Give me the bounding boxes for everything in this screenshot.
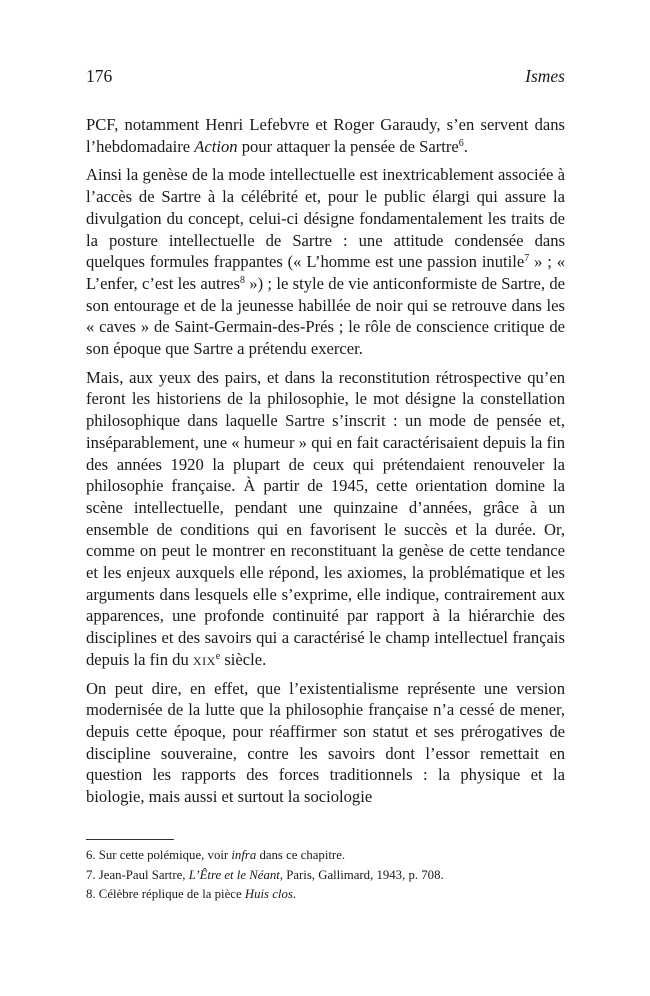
text-segment: .: [463, 136, 468, 156]
small-caps-segment: xix: [192, 649, 216, 669]
text-segment: siècle.: [220, 649, 267, 669]
text-segment: 7. Jean-Paul Sartre,: [86, 867, 189, 882]
body-text: [86, 114, 565, 815]
text-segment: On peut dire, en effet, que l’existentialisme représente une version modernisée de la lutte que la philosophie française n’a cessé de mener, depuis cette époque, pour réaffirmer son statut et ses prérogatives de discipline souveraine, contre les savoirs dont l’essor remettait en question les rapports des forces traditionnels : la physique et la biologie, mais aussi et surtout la sociologie: [86, 678, 565, 807]
text-segment: Mais, aux yeux des pairs, et dans la reconstitution rétrospective qu’en feront les historiens de la philosophie, le mot désigne la constellation philosophique dans laquelle Sartre s’inscrit : un mode de pensée et, inséparablement, une « humeur » qui en fait caractérisaient depuis la fin des années 1920 la plupart de ceux qui prétendaient renouveler la philosophie française. À partir de 1945, cette orientation domine la scène intellectuelle, pendant une quinzaine d’années, grâce à un ensemble de conditions qui en favorisent le succès et la durée. Or, comme on peut le montrer en reconstituant la genèse de cette tendance et les enjeux auxquels elle répond, les axiomes, la problématique et les arguments dans lesquels elle s’exprime, elle indique, contrairement aux apparences, une profonde continuité par rapport à la hiérarchie des disciplines et des savoirs qui a caractérisé le champ intellectuel français depuis la fin du: [86, 367, 565, 669]
paragraph: [86, 678, 565, 808]
footnote: [86, 846, 565, 866]
footnotes: [86, 846, 565, 905]
text-segment: 8. Célèbre réplique de la pièce: [86, 887, 245, 902]
footnote-rule: [86, 839, 174, 840]
italic-segment: L’Être et le Néant: [188, 867, 280, 882]
paragraph: [86, 114, 565, 157]
footnote: [86, 866, 565, 886]
superscript: e: [215, 650, 221, 662]
text-segment: PCF, notamment Henri Lefebvre et Roger Garaudy, s’en servent dans l’hebdomadaire: [86, 115, 565, 156]
text-segment: 6. Sur cette polémique, voir: [86, 848, 232, 862]
running-header: [86, 66, 565, 92]
text-segment: ») ; le style de vie anticonformiste de Sartre, de son entourage et de la jeunesse habillée de noir qui se retrouve dans les « caves » de Saint-Germain-des-Prés ; le rôle de conscience critique de son époque que Sartre a prétendu exercer.: [86, 273, 565, 359]
italic-segment: infra: [231, 848, 257, 862]
text-segment: pour attaquer la pensée de Sartre: [237, 136, 459, 156]
text-segment: Ainsi la genèse de la mode intellectuelle est inextricablement associée à l’accès de Sartre à la célébrité et, pour le public élargi qui assure la divulgation du concept, celui-ci désigne fondamentalement les traits de la posture intellectuelle de Sartre : une attitude condensée dans quelques formules frappantes (« L’homme est une passion inutile: [86, 165, 565, 272]
paragraph: [86, 367, 565, 671]
paragraph: [86, 164, 565, 359]
running-title: Ismes: [525, 66, 565, 86]
footnote: [86, 885, 565, 905]
italic-segment: Huis clos: [244, 887, 293, 902]
page-number: 176: [86, 66, 113, 86]
text-segment: , Paris, Gallimard, 1943, p. 708.: [279, 867, 444, 882]
italic-segment: Action: [194, 136, 238, 156]
text-segment: » ; « L’enfer, c’est les autres: [86, 252, 566, 293]
footnote-ref: 6: [458, 137, 464, 149]
footnote-ref: 8: [240, 274, 245, 286]
text-segment: dans ce chapitre.: [256, 848, 346, 862]
footnote-ref: 7: [524, 253, 530, 265]
text-segment: .: [292, 887, 297, 902]
